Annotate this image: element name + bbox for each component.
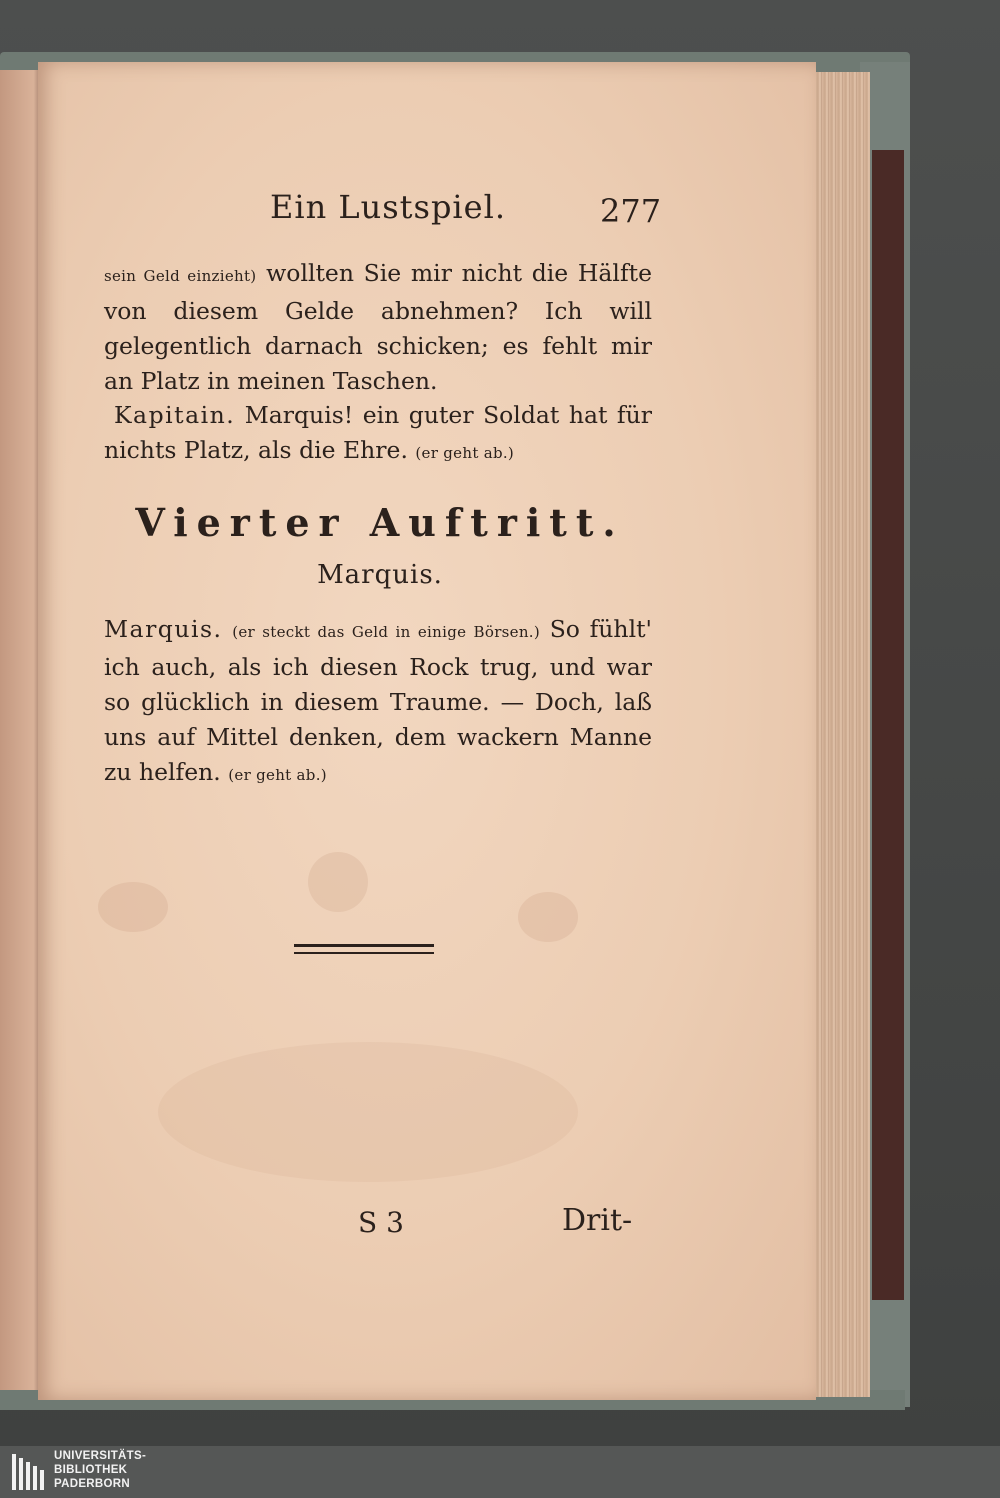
scene-heading: Vierter Auftritt. xyxy=(135,500,625,545)
speaker-name: Marquis. xyxy=(104,615,223,643)
scene-characters: Marquis. xyxy=(317,560,443,590)
library-footer xyxy=(0,1446,1000,1498)
section-rule xyxy=(294,944,434,947)
running-header-title: Ein Lustspiel. xyxy=(270,188,506,226)
paragraph-text: Marquis! ein guter Soldat hat für nichts Platz, als die Ehre. xyxy=(104,401,652,464)
paper-stain xyxy=(158,1042,578,1182)
paragraph-3 xyxy=(104,612,652,793)
paragraph-text: So fühlt' ich auch, als ich diesen Rock trug, und war so glücklich in diesem Traume. — Doch, laß uns auf Mittel denken, dem wackern Manne zu helfen. xyxy=(104,615,652,786)
printer-signature: S 3 xyxy=(358,1206,404,1239)
library-name-line: UNIVERSITÄTS- xyxy=(54,1450,147,1462)
stage-direction: (er steckt das Geld in einige Börsen.) xyxy=(232,623,541,641)
catchword: Drit- xyxy=(562,1203,633,1238)
page-edges xyxy=(808,72,870,1397)
paper-stain xyxy=(98,882,168,932)
library-name-line: BIBLIOTHEK xyxy=(54,1464,128,1476)
library-logo-icon xyxy=(10,1452,48,1492)
speaker-name: Kapitain. xyxy=(114,401,236,429)
paragraph-text: wollten Sie mir nicht die Hälfte von diesem Gelde abnehmen? Ich will gelegentlich darnach schicken; es fehlt mir an Platz in meinen Taschen. xyxy=(104,259,652,395)
book-cover-leather xyxy=(872,150,904,1300)
paper-stain xyxy=(308,852,368,912)
paper-stain xyxy=(518,892,578,942)
paragraph-1 xyxy=(104,256,652,399)
library-name xyxy=(54,1449,146,1491)
paragraph-2 xyxy=(104,398,652,471)
stage-direction: (er geht ab.) xyxy=(228,766,327,784)
left-page-edge xyxy=(0,70,42,1390)
page-number: 277 xyxy=(600,192,662,230)
library-name-line: PADERBORN xyxy=(54,1478,130,1490)
stage-direction: sein Geld einzieht) xyxy=(104,267,257,285)
section-rule xyxy=(294,952,434,954)
stage-direction: (er geht ab.) xyxy=(415,444,515,462)
